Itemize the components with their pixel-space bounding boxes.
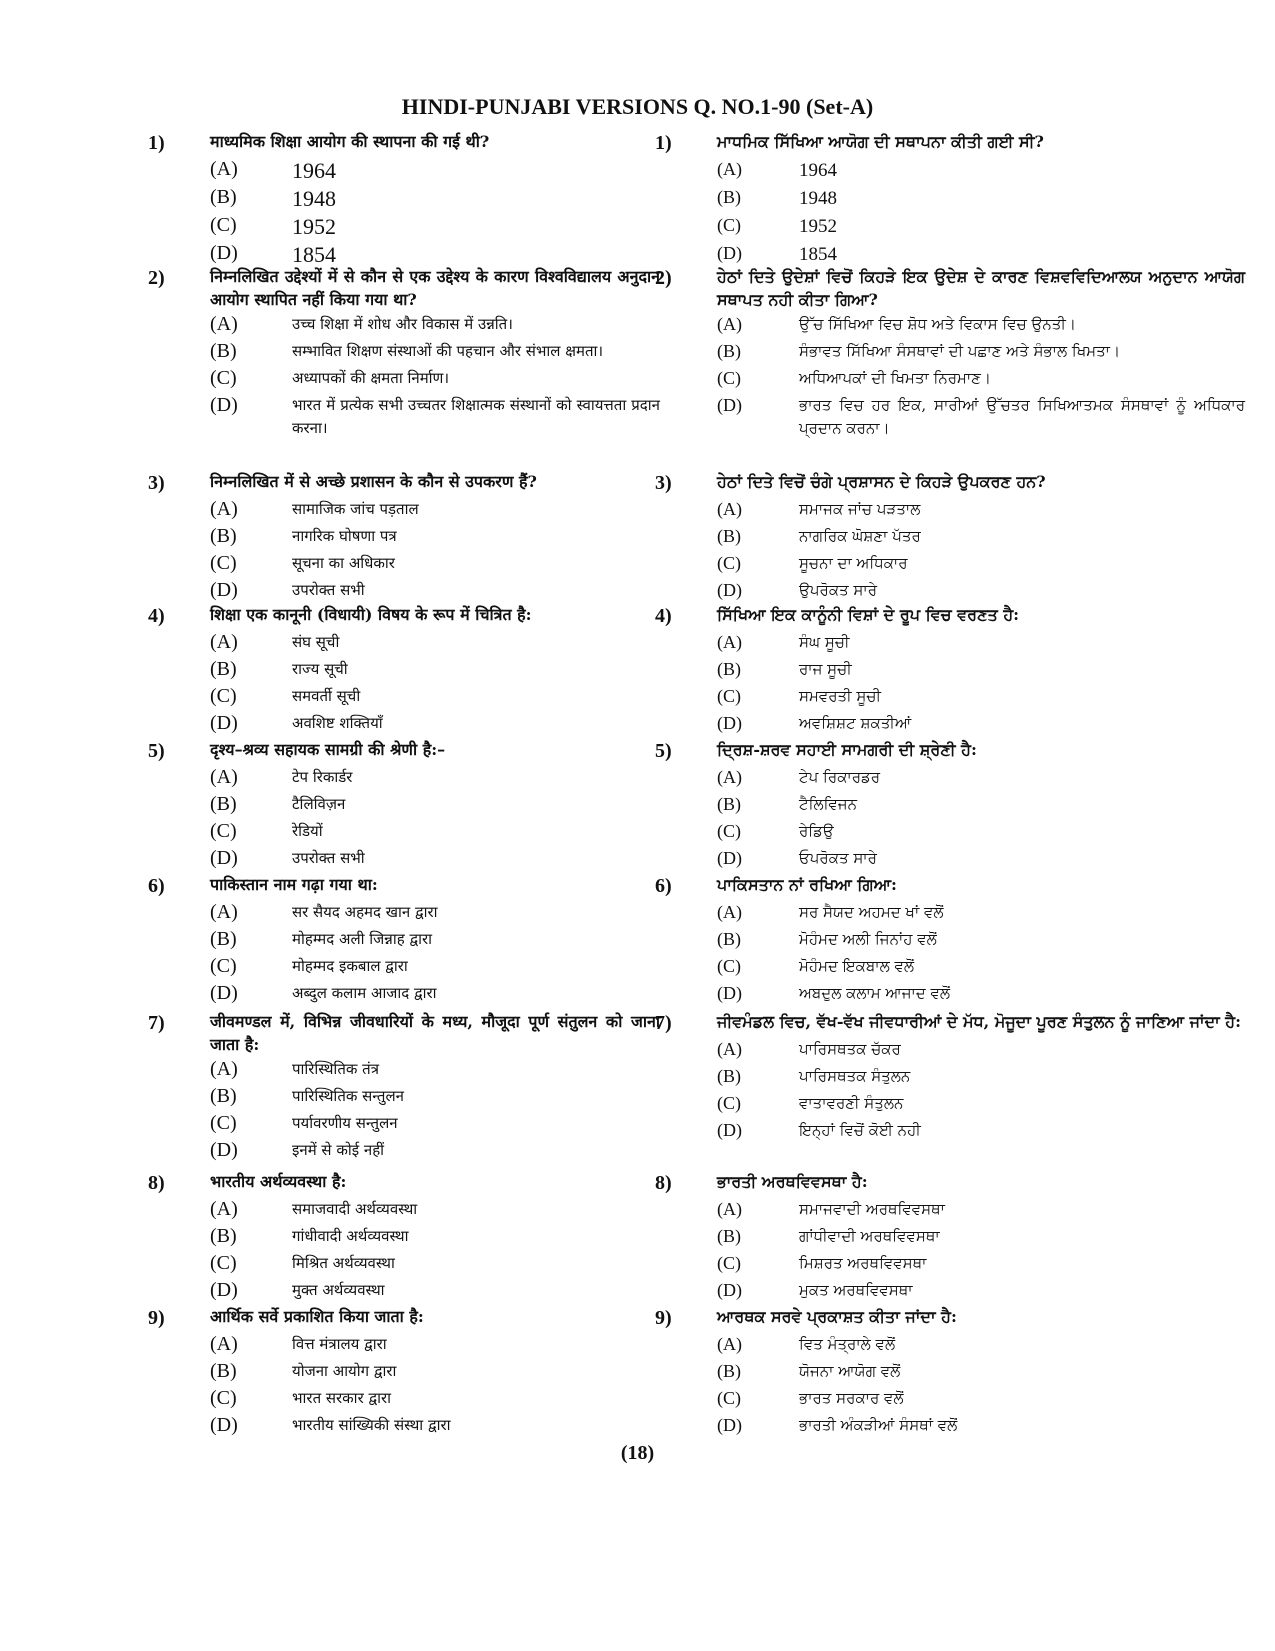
question-item [655,130,1245,268]
option-label: (B) [717,1226,741,1246]
answer-option [717,1277,1245,1304]
option-text: टैलिविज़न [292,795,346,813]
answer-option [210,953,660,980]
option-text: 1952 [799,216,837,237]
option-label: (C) [717,215,741,235]
option-text: अब्दुल कलाम आजाद द्वारा [292,984,437,1002]
option-label: (A) [717,632,742,652]
option-label: (A) [210,158,238,180]
question-item [148,1010,660,1164]
option-label: (B) [717,929,741,949]
question-number: 6) [655,875,672,897]
option-text: ਨਾਗਰਿਕ ਘੋਸ਼ਣਾ ਪੱਤਰ [799,527,921,545]
option-label: (D) [717,1415,742,1435]
question-number: 7) [148,1012,165,1034]
option-text: 1948 [292,186,336,211]
question-number: 4) [148,605,165,627]
question-text: दृश्य–श्रव्य सहायक सामग्री की श्रेणी है:– [210,740,446,759]
answer-option [210,338,660,365]
question-item [655,603,1245,737]
option-label: (A) [717,1334,742,1354]
option-label: (A) [717,499,742,519]
answer-option [717,656,1245,683]
option-text: सम्भावित शिक्षण संस्थाओं की पहचान और संभाल क्षमता। [292,342,604,360]
answer-option [717,710,1245,737]
option-label: (C) [210,552,237,574]
option-text: ਪਾਰਿਸਥਤਕ ਸੰਤੁਲਨ [799,1067,911,1085]
question-text: ਆਰਥਕ ਸਰਵੇ ਪ੍ਰਕਾਸ਼ਤ ਕੀਤਾ ਜਾਂਦਾ ਹੈ: [717,1307,957,1326]
option-label: (A) [717,902,742,922]
option-label: (B) [210,1360,237,1382]
answer-option [717,683,1245,710]
question-item [148,470,660,604]
answer-option [717,577,1245,604]
option-label: (B) [717,1066,741,1086]
answer-option [717,791,1245,818]
option-text: ਇਨ੍ਹਾਂ ਵਿਚੋਂ ਕੋਈ ਨਹੀ [799,1121,921,1139]
option-text: ਵਾਤਾਵਰਣੀ ਸੰਤੁਲਨ [799,1094,904,1112]
option-label: (D) [717,395,742,415]
answer-option [210,926,660,953]
option-label: (A) [210,766,238,788]
question-item [148,738,660,872]
option-text: गांधीवादी अर्थव्यवस्था [292,1227,409,1245]
option-label: (C) [210,1252,237,1274]
option-label: (C) [210,1112,237,1134]
option-text: 1964 [799,160,837,181]
option-text: ਟੈਲਿਵਿਜਨ [799,795,857,813]
option-text: राज्य सूची [292,660,348,678]
answer-option [210,1250,660,1277]
answer-option [717,845,1245,872]
answer-option [717,1358,1245,1385]
option-label: (B) [717,341,741,361]
question-number: 8) [148,1172,165,1194]
option-label: (A) [210,631,238,653]
option-text: ਟੇਪ ਰਿਕਾਰਡਰ [799,768,881,786]
question-number: 6) [148,875,165,897]
option-text: मुक्त अर्थव्यवस्था [292,1281,385,1299]
answer-option [717,1036,1245,1063]
answer-option [210,818,660,845]
answer-option [210,156,660,184]
question-number: 7) [655,1012,672,1034]
option-label: (C) [210,820,237,842]
option-text: ਮਿਸ਼ਰਤ ਅਰਥਵਿਵਸਥਾ [799,1254,927,1272]
option-label: (D) [210,1414,238,1436]
option-label: (C) [210,685,237,707]
option-label: (D) [210,712,238,734]
answer-option [210,899,660,926]
question-item [655,738,1245,872]
answer-option [717,1250,1245,1277]
answer-option [210,1196,660,1223]
option-text: सर सैयद अहमद खान द्वारा [292,903,438,921]
option-label: (C) [717,956,741,976]
option-text: उपरोक्त सभी [292,849,365,867]
option-label: (C) [717,1253,741,1273]
answer-option [717,1063,1245,1090]
option-text: ਭਾਰਤ ਵਿਚ ਹਰ ਇਕ, ਸਾਰੀਆਂ ਉੱਚਤਰ ਸਿਖਿਆਤਮਕ ਸੰਸਥਾਵਾਂ ਨੂੰ ਅਧਿਕਾਰ ਪ੍ਰਦਾਨ ਕਰਨਾ। [799,396,1245,437]
option-label: (B) [210,340,237,362]
option-text: संघ सूची [292,633,340,651]
question-item [655,265,1245,440]
option-text: ਅਬਦੁਲ ਕਲਾਮ ਆਜਾਦ ਵਲੋਂ [799,984,951,1002]
option-text: मोहम्मद अली जिन्नाह द्वारा [292,930,433,948]
answer-option [717,365,1245,392]
answer-option [717,184,1245,212]
answer-option [717,764,1245,791]
page-number: (18) [620,1442,655,1464]
question-text: शिक्षा एक कानूनी (विधायी) विषय के रूप में चित्रित है: [210,605,532,624]
option-text: ਪਾਰਿਸਥਤਕ ਚੱਕਰ [799,1040,901,1058]
answer-option [210,791,660,818]
option-label: (D) [717,848,742,868]
answer-option [717,523,1245,550]
option-text: सूचना का अधिकार [292,554,395,572]
option-text: अध्यापकों की क्षमता निर्माण। [292,369,450,387]
answer-option [210,1331,660,1358]
question-text: ਦ੍ਰਿਸ਼-ਸ਼ਰਵ ਸਹਾਈ ਸਾਮਗਰੀ ਦੀ ਸ਼੍ਰੇਣੀ ਹੈ: [717,740,977,759]
option-label: (D) [210,394,238,416]
answer-option [210,764,660,791]
option-label: (B) [210,658,237,680]
option-label: (B) [717,794,741,814]
answer-option [210,496,660,523]
option-text: ਗਾਂਧੀਵਾਦੀ ਅਰਥਵਿਵਸਥਾ [799,1227,940,1245]
answer-option [210,1412,660,1439]
question-item [148,130,660,268]
question-text: निम्नलिखित उद्देश्यों में से कौन से एक उद्देश्य के कारण विश्वविद्यालय अनुदान आयोग स्थापित नहीं किया गया था? [210,267,660,309]
option-label: (B) [717,187,741,207]
option-text: 1964 [292,158,336,183]
option-text: वित्त मंत्रालय द्वारा [292,1335,387,1353]
option-text: ਓਪਰੋਕਤ ਸਾਰੇ [799,849,877,867]
option-label: (A) [210,901,238,923]
option-label: (C) [717,1388,741,1408]
option-text: उच्च शिक्षा में शोध और विकास में उन्नति। [292,315,513,333]
answer-option [717,550,1245,577]
option-label: (B) [210,1225,237,1247]
question-item [148,1305,660,1439]
answer-option [717,1385,1245,1412]
answer-option [210,1137,660,1164]
question-item [148,603,660,737]
option-label: (D) [210,242,238,264]
answer-option [210,980,660,1007]
answer-option [210,212,660,240]
option-text: अवशिष्ट शक्तियाँ [292,714,383,732]
option-text: पारिस्थितिक तंत्र [292,1060,379,1078]
option-text: 1948 [799,188,837,209]
question-number: 8) [655,1172,672,1194]
question-number: 2) [655,267,672,289]
question-number: 3) [655,472,672,494]
question-number: 1) [655,132,672,154]
option-text: ਮੋਹੰਮਦ ਇਕਬਾਲ ਵਲੋਂ [799,957,915,975]
option-label: (D) [210,1139,238,1161]
question-text: पाकिस्तान नाम गढ़ा गया था: [210,875,378,894]
option-text: 1854 [799,244,837,265]
option-text: उपरोक्त सभी [292,581,365,599]
option-label: (C) [210,955,237,977]
answer-option [717,1331,1245,1358]
answer-option [717,953,1245,980]
option-label: (A) [210,313,238,335]
question-item [148,873,660,1007]
option-label: (B) [717,659,741,679]
answer-option [210,1223,660,1250]
answer-option [717,392,1245,440]
option-label: (B) [717,526,741,546]
option-label: (A) [210,1333,238,1355]
question-text: माध्यमिक शिक्षा आयोग की स्थापना की गई थी? [210,132,490,151]
option-text: ਉਪਰੋਕਤ ਸਾਰੇ [799,581,877,599]
question-number: 5) [655,740,672,762]
question-number: 1) [148,132,165,154]
answer-option [717,1223,1245,1250]
answer-option [210,311,660,338]
answer-option [210,550,660,577]
option-label: (B) [717,1361,741,1381]
question-number: 9) [148,1307,165,1329]
option-label: (C) [717,368,741,388]
option-label: (C) [210,367,237,389]
question-number: 3) [148,472,165,494]
option-text: इनमें से कोई नहीं [292,1141,385,1159]
option-label: (B) [210,525,237,547]
question-item [655,470,1245,604]
option-text: समाजवादी अर्थव्यवस्था [292,1200,418,1218]
option-label: (D) [717,1120,742,1140]
option-text: नागरिक घोषणा पत्र [292,527,397,545]
option-label: (C) [717,1093,741,1113]
option-text: ਅਧਿਆਪਕਾਂ ਦੀ ਖਿਮਤਾ ਨਿਰਮਾਣ। [799,369,992,387]
option-text: भारत में प्रत्येक सभी उच्चतर शिक्षात्मक संस्थानों को स्वायत्तता प्रदान करना। [292,396,660,437]
question-text: ਭਾਰਤੀ ਅਰਥਵਿਵਸਥਾ ਹੈ: [717,1172,868,1191]
option-text: ਉੱਚ ਸਿੱਖਿਆ ਵਿਚ ਸ਼ੋਧ ਅਤੇ ਵਿਕਾਸ ਵਿਚ ਉਨਤੀ। [799,315,1076,333]
option-text: 1854 [292,242,336,267]
option-label: (A) [210,1198,238,1220]
answer-option [717,311,1245,338]
option-text: पारिस्थितिक सन्तुलन [292,1087,404,1105]
question-text: ਮਾਧਮਿਕ ਸਿੱਖਿਆ ਆਯੋਗ ਦੀ ਸਥਾਪਨਾ ਕੀਤੀ ਗਈ ਸੀ? [717,132,1044,151]
option-label: (A) [717,1039,742,1059]
answer-option [717,818,1245,845]
option-text: मिश्रित अर्थव्यवस्था [292,1254,395,1272]
question-item [148,265,660,440]
option-text: 1952 [292,214,336,239]
question-item [655,1170,1245,1304]
answer-option [717,212,1245,240]
answer-option [210,845,660,872]
answer-option [717,980,1245,1007]
option-text: ਮੋਹੰਮਦ ਅਲੀ ਜਿਨਾਂਹ ਵਲੋਂ [799,930,937,948]
option-label: (D) [717,243,742,263]
question-text: ਪਾਕਿਸਤਾਨ ਨਾਂ ਰਖਿਆ ਗਿਆ: [717,875,897,894]
option-text: टेप रिकार्डर [292,768,353,786]
option-label: (D) [210,579,238,601]
question-text: भारतीय अर्थव्यवस्था है: [210,1172,347,1191]
option-text: ਸੂਚਨਾ ਦਾ ਅਧਿਕਾਰ [799,554,908,572]
option-text: ਸੰਘ ਸੂਚੀ [799,633,850,651]
option-label: (D) [210,1279,238,1301]
answer-option [717,156,1245,184]
answer-option [210,1083,660,1110]
option-label: (D) [210,847,238,869]
answer-option [210,1358,660,1385]
option-label: (A) [717,1199,742,1219]
answer-option [210,523,660,550]
question-number: 2) [148,267,165,289]
option-text: भारत सरकार द्वारा [292,1389,391,1407]
answer-option [717,496,1245,523]
option-label: (B) [210,186,237,208]
option-label: (C) [717,686,741,706]
option-label: (A) [210,498,238,520]
option-text: ਰੇਡਿਉ [799,822,834,840]
option-text: ਸਰ ਸੈਯਦ ਅਹਮਦ ਖਾਂ ਵਲੋਂ [799,903,944,921]
option-label: (B) [210,793,237,815]
question-item [148,1170,660,1304]
option-text: ਸਮਾਜਕ ਜਾਂਚ ਪੜਤਾਲ [799,500,921,518]
option-text: रेडियों [292,822,323,840]
option-text: ਮੁਕਤ ਅਰਥਵਿਵਸਥਾ [799,1281,913,1299]
answer-option [210,710,660,737]
question-item [655,873,1245,1007]
option-text: सामाजिक जांच पड़ताल [292,500,419,518]
question-item [655,1010,1245,1144]
answer-option [210,240,660,268]
page-title: HINDI-PUNJABI VERSIONS Q. NO.1-90 (Set-A) [401,94,874,119]
question-number: 9) [655,1307,672,1329]
question-text: ਸਿੱਖਿਆ ਇਕ ਕਾਨੂੰਨੀ ਵਿਸ਼ਾਂ ਦੇ ਰੂਪ ਵਿਚ ਵਰਣਤ ਹੈ: [717,605,1020,624]
question-text: ਹੇਠਾਂ ਦਿਤੇ ਵਿਚੋਂ ਚੰਗੇ ਪ੍ਰਸ਼ਾਸਨ ਦੇ ਕਿਹੜੇ ਉਪਕਰਣ ਹਨ? [717,472,1046,491]
answer-option [717,1412,1245,1439]
option-label: (A) [210,1058,238,1080]
option-text: ਭਾਰਤੀ ਅੰਕੜੀਆਂ ਸੰਸਥਾਂ ਵਲੋਂ [799,1416,958,1434]
answer-option [717,1117,1245,1144]
option-text: योजना आयोग द्वारा [292,1362,397,1380]
option-label: (D) [717,1280,742,1300]
answer-option [717,1090,1245,1117]
answer-option [210,184,660,212]
question-number: 5) [148,740,165,762]
option-text: मोहम्मद इकबाल द्वारा [292,957,408,975]
answer-option [210,577,660,604]
option-text: ਯੋਜਨਾ ਆਯੋਗ ਵਲੋਂ [799,1362,901,1380]
question-text: आर्थिक सर्वे प्रकाशित किया जाता है: [210,1307,424,1326]
option-text: ਸੰਭਾਵਤ ਸਿੱਖਿਆ ਸੰਸਥਾਵਾਂ ਦੀ ਪਛਾਣ ਅਤੇ ਸੰਭਾਲ ਖਿਮਤਾ। [799,342,1121,360]
option-text: ਰਾਜ ਸੂਚੀ [799,660,852,678]
option-label: (B) [210,928,237,950]
answer-option [717,338,1245,365]
question-text: ਜੀਵਮੰਡਲ ਵਿਚ, ਵੱਖ-ਵੱਖ ਜੀਵਧਾਰੀਆਂ ਦੇ ਮੱਧ, ਮੋਜੂਦਾ ਪੂਰਣ ਸੰਤੁਲਨ ਨੂੰ ਜਾਣਿਆ ਜਾਂਦਾ ਹੈ: [717,1012,1242,1031]
answer-option [717,240,1245,268]
option-label: (A) [717,314,742,334]
option-text: ਸਮਾਜਵਾਦੀ ਅਰਥਵਿਵਸਥਾ [799,1200,945,1218]
option-label: (D) [717,580,742,600]
option-label: (C) [717,553,741,573]
answer-option [717,926,1245,953]
answer-option [210,1110,660,1137]
question-text: ਹੇਠਾਂ ਦਿਤੇ ਉਦੇਸ਼ਾਂ ਵਿਚੋਂ ਕਿਹੜੇ ਇਕ ਉਦੇਸ਼ ਦੇ ਕਾਰਣ ਵਿਸ਼ਵਵਿਦਿਆਲਯ ਅਨੁਦਾਨ ਆਯੋਗ ਸਥਾਪਤ ਨਹੀ ਕੀਤਾ ਗਿਆ? [717,267,1245,309]
option-text: ਅਵਸ਼ਿਸ਼ਟ ਸ਼ਕਤੀਆਂ [799,714,912,732]
option-text: ਸਮਵਰਤੀ ਸੂਚੀ [799,687,882,705]
answer-option [717,899,1245,926]
answer-option [210,365,660,392]
question-text: निम्नलिखित में से अच्छे प्रशासन के कौन से उपकरण हैं? [210,472,537,491]
option-text: ਭਾਰਤ ਸਰਕਾਰ ਵਲੋਂ [799,1389,904,1407]
option-text: ਵਿਤ ਮੰਤ੍ਰਾਲੇ ਵਲੋਂ [799,1335,896,1353]
option-label: (A) [717,159,742,179]
option-label: (C) [210,1387,237,1409]
option-label: (C) [210,214,237,236]
option-label: (C) [717,821,741,841]
answer-option [210,1056,660,1083]
option-label: (D) [210,982,238,1004]
option-text: पर्यावरणीय सन्तुलन [292,1114,398,1132]
answer-option [717,1196,1245,1223]
question-text: जीवमण्डल में, विभिन्न जीवधारियों के मध्य, मौजूदा पूर्ण संतुलन को जाना जाता है: [210,1012,660,1054]
option-label: (D) [717,983,742,1003]
answer-option [210,629,660,656]
answer-option [210,656,660,683]
answer-option [210,683,660,710]
answer-option [210,1385,660,1412]
answer-option [210,392,660,440]
option-label: (D) [717,713,742,733]
answer-option [210,1277,660,1304]
option-text: समवर्ती सूची [292,687,361,705]
option-label: (A) [717,767,742,787]
option-text: भारतीय सांख्यिकी संस्था द्वारा [292,1416,451,1434]
question-number: 4) [655,605,672,627]
option-label: (B) [210,1085,237,1107]
question-item [655,1305,1245,1439]
answer-option [717,629,1245,656]
